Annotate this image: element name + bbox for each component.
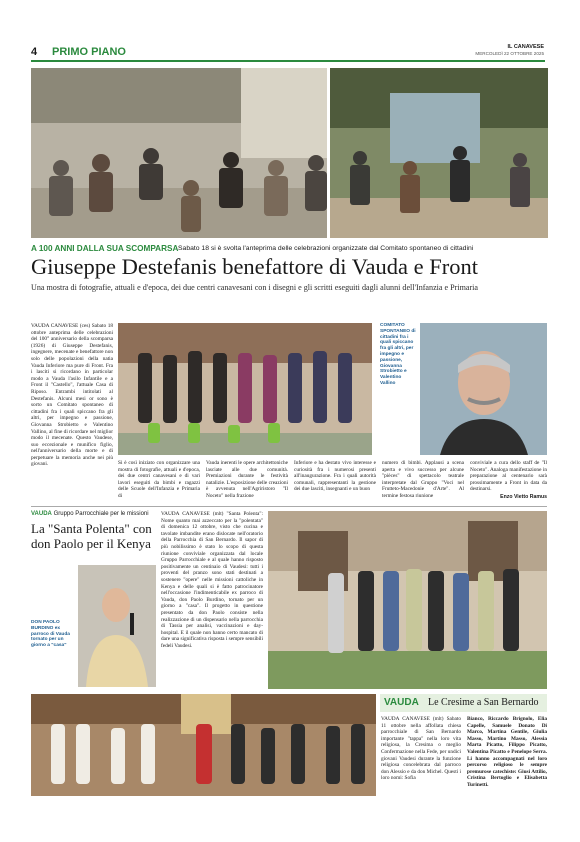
photo-audience — [31, 68, 327, 238]
lead-col-2: Si è così iniziato con organizzare una mostra di fotografie, attuali e d'epoca, dei due centri canavesani e di vari lavori eseguiti da bimbi e ragazzi delle Scuole dell'Infanzia e Primaria di — [118, 460, 200, 499]
photo-portrait-destefanis — [420, 323, 547, 455]
cresime-kicker: VAUDA — [384, 697, 419, 708]
photo-cresime — [31, 694, 376, 796]
lead-author: Enzo Vietto Ramus — [500, 494, 547, 500]
lead-col-3: Vauda inerenti le opere architettoniche lasciate alle due comunità. Premiazioni durante le festività natalizie. L'esposizione delle creazioni è avvenuta nell'Agriristoro "Il Noceto" nella frazione — [206, 460, 288, 499]
cresime-title: Le Cresime a San Bernardo — [428, 697, 539, 708]
lead-col-6: conviviale a cura dello staff de "Il Noceto". Analoga manifestazione in preparazione al centenario sarà prossimamente a Front in data da destinarsi. — [470, 460, 547, 493]
polenta-kicker — [31, 511, 149, 517]
lead-col-5: numero di bimbi. Applausi a scena aperta e vivo successo per alcune "pièces" di spettacolo teatrale interpretate dal Gruppo "Voci nel Frutteto-Macedonie d'Arte". Al termine festosa riunione — [382, 460, 464, 499]
photo-don-paolo — [78, 565, 156, 687]
lead-kicker-sub: Sabato 18 si è svolta l'anteprima delle celebrazioni organizzate dal Comitato spontaneo di cittadini — [178, 245, 474, 252]
cresime-col-2: Bianco, Riccardo Brignolo, Elia Capelle, Samuele Donato Di Marco, Martina Gentile, Giulia Masso, Martino Masso, Alessia Marta Picatto, Filippo Picatto, Valentina Picatto e Penelope Serra. Li hanno accompagnati nel loro percorso religioso le sempre premurose catechiste: Giusi Attilio, Cristina Bertoglio e Elisabetta Turinetti. — [467, 716, 547, 788]
polenta-kicker-place: VAUDA — [31, 511, 52, 517]
photo-group-children — [118, 323, 372, 455]
lead-kicker: A 100 ANNI DALLA SUA SCOMPARSA — [31, 244, 179, 253]
cresime-col-1: VAUDA CANAVESE (mlt) Sabato 11 ottobre nella affollata chiesa parrocchiale di San Bernardo importante "tappa" nella loro vita religiosa, la Cresima o meglio Confermazione nella Fede, per undici giovani Vaudesi durante la funzione religiosa concelebrata dal parroco don Alessio e da don Michel. Questi i loro nomi: Sofia — [381, 716, 461, 782]
lead-col-4: Inferiore e ha destato vivo interesse e curiosità fra i numerosi presenti all'inaugurazione. Fra i quali autorità comunali, rappresentanti la gestione dei due lasciti, insegnanti e un buon — [294, 460, 376, 493]
masthead: IL CANAVESE — [507, 44, 544, 50]
lead-title: Giuseppe Destefanis benefattore di Vauda e Front — [31, 254, 478, 279]
polenta-kicker-sub: Gruppo Parrocchiale per le missioni — [53, 511, 149, 517]
lead-subtitle: Una mostra di fotografie, attuali e d'epoca, dei due centri canavesani con i disegni e gli scritti eseguiti dagli alunni dell'Infanzia e Primaria — [31, 283, 479, 292]
section-label: PRIMO PIANO — [52, 46, 126, 58]
polenta-caption: DON PAOLO BURDINO ex parroco di Vauda tornato per un giorno a "casa" — [31, 620, 70, 649]
section-divider-1 — [31, 506, 547, 507]
polenta-body: VAUDA CANAVESE (mlt) "Santa Polenta": Nome quanto mai azzeccato per la "polentata" di domenica 12 ottobre, visto che cucina e tavolate imbandite erano dislocate nell'oratorio della Parrocchia di San Bernardo. Il sapor di più nobilissimo è stato lo scopo di questa riunione conviviale organizzata dal locale Gruppo Parrocchiale e al quale hanno risposto positivamente un centinaio di Vaudesi: tutti i proventi del pranzo sono stati destinati a sostenere "opere" nelle missioni cattoliche in Kenya e delle quali si è fatto patrocinatore nell'occasione l'indimenticabile ex parroco di Vauda, don Paolo Burdino, tornato per un giorno a "casa". Il progetto in questione presentato da don Paolo consiste nella realizzazione di un dispensario nella parrocchia di Tassia per analisi, vaccinazioni e day-hospital. E il quale non hanno certo mancato di dare una significativa risposta i sempre sensibili fedeli Vaudesi. — [161, 511, 263, 649]
photo-polenta-group — [268, 511, 547, 689]
lead-col-1: VAUDA CANAVESE (ces) Sabato 18 ottobre anteprima delle celebrazioni del 100° anniversario della scomparsa (1926) di Giuseppe Destefanis, ingegnere, mecenate e benefattore non solo delle popolazioni della natia Vauda Inferiore ma pure di Front. Fra i lasciti si ricordano in particolar modo a Vauda l'asilo Infantile e a Front il "Castello", l'attuale Casa di Riposo. Entrambi intitolati al Destefanis. Alcuni mesi or sono è sorto un Comitato spontaneo di cittadini fra i quali spiccano fra gli altri, per impegno e passione, Giovanna Strobietto e Valentino Vallino, al fine di ricordare nel miglior modo il mecenate. Questo Vaudese, suo eccezionale e munifico figlio, nell'anniversario della morte e di perpetuare la memoria anche nei più giovani. — [31, 323, 113, 468]
polenta-title: La "Santa Polenta" con don Paolo per il Kenya — [31, 521, 152, 551]
header-rule — [31, 60, 545, 62]
page-number: 4 — [31, 46, 38, 58]
header-date: MERCOLEDÌ 22 OTTOBRE 2025 — [475, 51, 544, 56]
photo-theatre — [330, 68, 548, 238]
lead-caption: COMITATO SPONTANEO di cittadini fra i quali spiccano fra gli altri, per impegno e passione, Giovanna Strobietto e Valentino Vallino — [380, 323, 416, 386]
